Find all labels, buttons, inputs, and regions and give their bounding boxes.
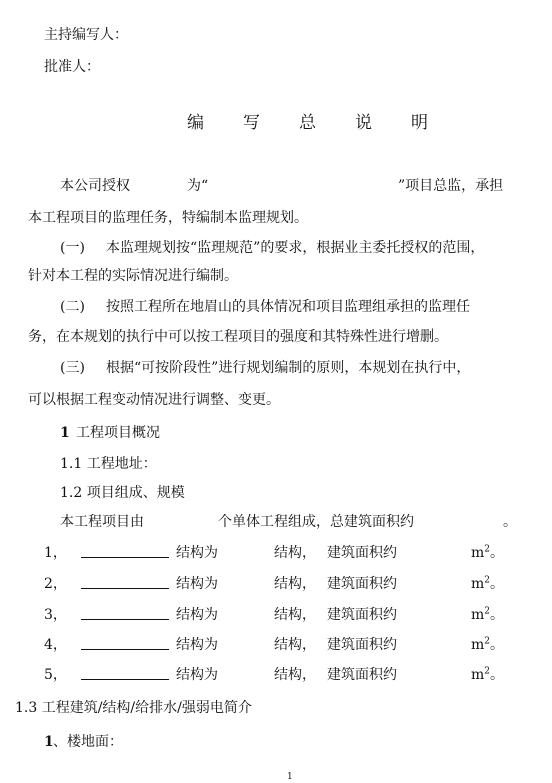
row-text-a: 结构为	[176, 576, 218, 592]
item-number: (三)	[60, 360, 85, 376]
section-1-3-title: 1.3 工程建筑/结构/给排水/强弱电简介	[15, 700, 252, 716]
row-unit: $m^2$。	[471, 575, 505, 592]
intro-text-a: 本公司授权	[60, 178, 130, 194]
item-line-2: 可以根据工程变动情况进行调整、变更。	[28, 392, 280, 408]
composition-text-c: 。	[503, 514, 517, 530]
row-text-c: 建筑面积约	[327, 576, 397, 592]
row-unit: $m^2$。	[471, 666, 505, 683]
blank-line	[81, 545, 169, 562]
row-text-a: 结构为	[176, 637, 218, 653]
floor-number: 1	[44, 734, 54, 750]
subsection-address: 1.1 工程地址：	[60, 456, 157, 472]
row-text-a: 结构为	[176, 667, 218, 683]
page-number: 1	[287, 772, 293, 782]
row-unit: $m^2$。	[471, 606, 505, 623]
page-title	[187, 115, 467, 131]
title-char: 总	[299, 113, 316, 133]
item-line-1: 按照工程所在地眉山的具体情况和项目监理组承担的监理任	[106, 299, 470, 315]
row-text-c: 建筑面积约	[327, 545, 397, 561]
row-unit: $m^2$。	[471, 544, 505, 561]
row-text-c: 建筑面积约	[327, 667, 397, 683]
item-number: (二)	[60, 299, 85, 315]
row-number: 5，	[44, 667, 67, 683]
row-text-c: 建筑面积约	[327, 637, 397, 653]
intro-text-c: ”项目总监，承担	[398, 178, 504, 194]
title-char: 明	[411, 113, 428, 133]
row-number: 3，	[44, 607, 67, 623]
intro-text-b: 为“	[187, 178, 209, 194]
item-line-2: 务，在本规划的执行中可以按工程项目的强度和其特殊性进行增删。	[28, 329, 448, 345]
blank-line	[81, 637, 169, 654]
intro-line-2: 本工程项目的监理任务，特编制本监理规划。	[28, 210, 308, 226]
row-text-b: 结构，	[274, 607, 316, 623]
composition-text-a: 本工程项目由	[60, 514, 144, 530]
row-text-b: 结构，	[274, 545, 316, 561]
row-number: 4，	[44, 637, 67, 653]
row-text-c: 建筑面积约	[327, 607, 397, 623]
title-char: 写	[243, 113, 260, 133]
blank-line	[81, 607, 169, 624]
row-text-a: 结构为	[176, 545, 218, 561]
floor-label: 、楼地面：	[53, 734, 123, 750]
title-char: 说	[355, 113, 372, 133]
item-line-1: 根据“可按阶段性”进行规划编制的原则，本规划在执行中，	[106, 360, 471, 376]
row-text-a: 结构为	[176, 607, 218, 623]
row-number: 2，	[44, 576, 67, 592]
row-text-b: 结构，	[274, 576, 316, 592]
row-text-b: 结构，	[274, 667, 316, 683]
blank-line	[81, 667, 169, 684]
title-char: 编	[187, 113, 204, 133]
item-line-2: 针对本工程的实际情况进行编制。	[28, 268, 238, 284]
section-number: 1	[60, 425, 70, 441]
item-number: (一)	[60, 240, 85, 256]
subsection-composition: 1.2 项目组成、规模	[60, 485, 185, 501]
blank-line	[81, 576, 169, 593]
row-unit: $m^2$。	[471, 636, 505, 653]
row-text-b: 结构，	[274, 637, 316, 653]
composition-text-b: 个单体工程组成，总建筑面积约	[218, 514, 414, 530]
item-line-1: 本监理规划按“监理规范”的要求，根据业主委托授权的范围，	[106, 240, 485, 256]
approver-label: 批准人：	[44, 59, 100, 75]
section-title: 工程项目概况	[76, 425, 160, 441]
editor-label: 主持编写人：	[44, 27, 128, 43]
row-number: 1，	[44, 545, 67, 561]
